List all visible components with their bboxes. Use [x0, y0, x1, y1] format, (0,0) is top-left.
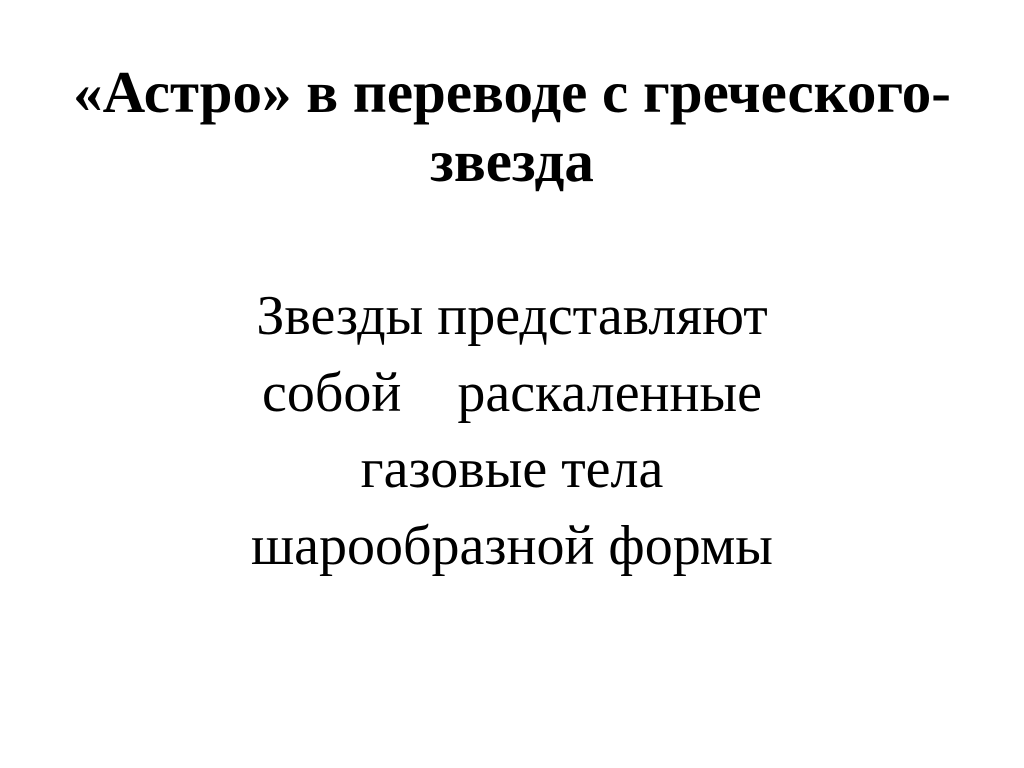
body-line: Звезды представляют [256, 285, 768, 347]
slide-body-text [110, 278, 914, 585]
page-title: «Астро» в переводе с греческого-звезда [73, 58, 951, 195]
body-line: собой раскаленные [262, 361, 762, 424]
body-line: шарообразной формы [251, 515, 773, 578]
body-line: газовые тела [360, 438, 664, 501]
